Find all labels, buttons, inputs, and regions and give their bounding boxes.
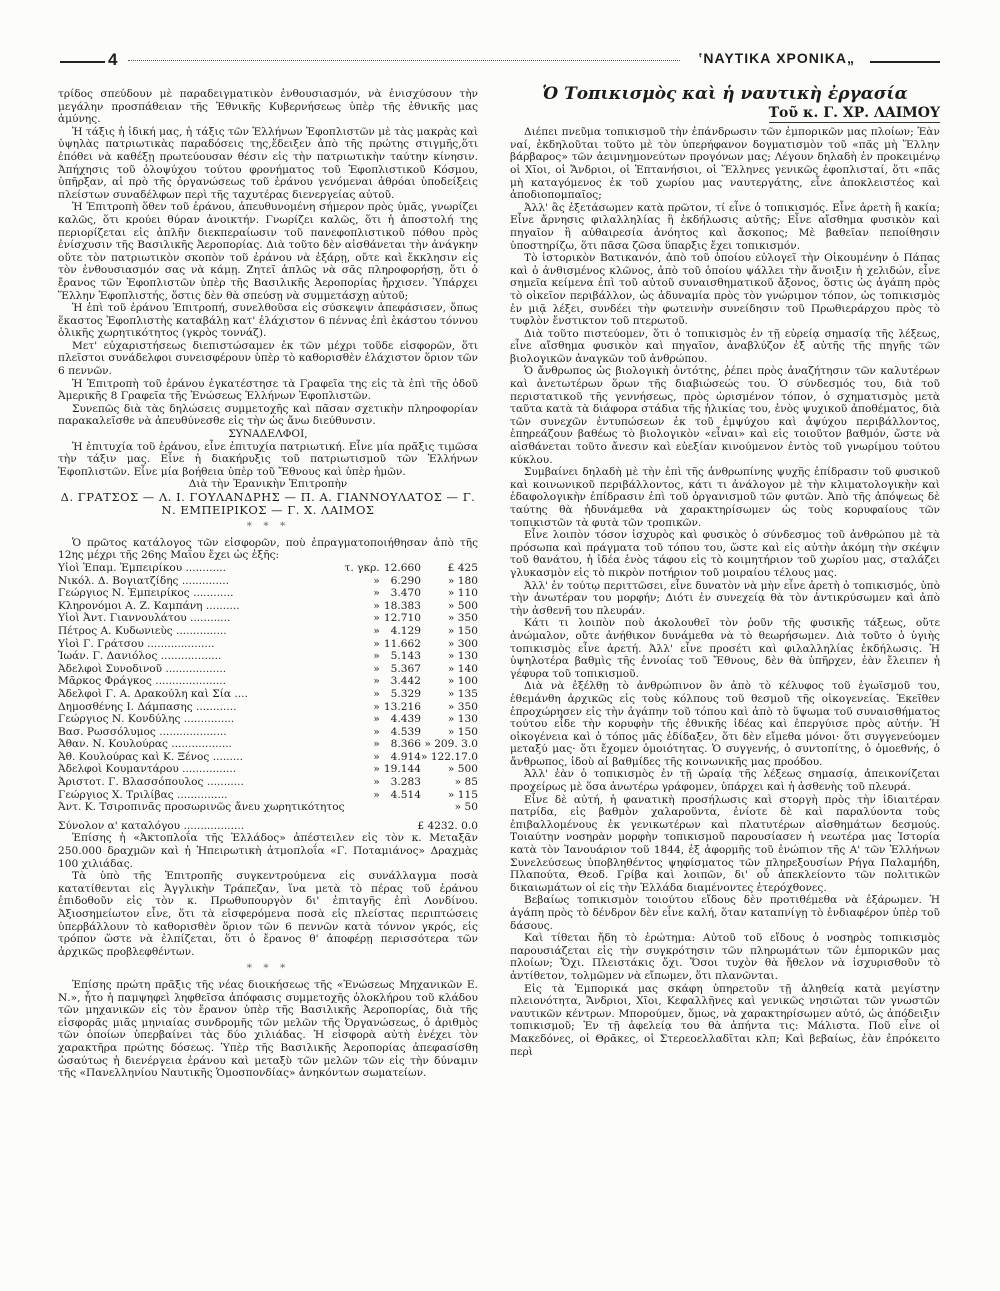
right-paragraph: Ἀλλ' ἐν τούτῳ περιττῶσει, εἶνε δυνατὸν νὰ μὴν εἶνε ἀρετὴ ὁ τοπικισμός, ὑπὸ τὴν ἀνωτέραν του μορφήν; Διότι ἐν συνεχείᾳ θὰ τὸν ἀντικρύσωμεν καὶ ἀπὸ τὴν ἀσθενῆ του πλευράν. (510, 579, 940, 617)
donor-prefix: » (373, 776, 380, 789)
header-rule-right (870, 61, 940, 63)
donor-row (58, 789, 478, 802)
left-paragraph: Συνεπῶς διὰ τὰς δηλώσεις συμμετοχῆς καὶ πᾶσαν σχετικὴν πληροφορίαν παρακαλεῖσθε νὰ ἀπευθύνεσθε εἰς τὴν ὡς ἄνω διεύθυνσιν. (58, 402, 478, 428)
right-paragraph: Διὰ νὰ ἐξέλθῃ τὸ ἀνθρώπινον ὂν ἀπὸ τὸ κέλυφος τοῦ ἐγωϊσμοῦ του, ἐθεμάνθη ἀρχικῶς εἰς τοὺς κόλπους τοῦ θεσμοῦ τῆς οἰκογενείας. Ἐκεῖθεν ἐπροχώρησεν εἰς τὴν ἀγάπην τοῦ τόπου καὶ ἀπὸ τὸ ὕψωμα τοῦ συναισθήματος τούτου εἶδε τὴν κορυφὴν τῆς ἐθνικῆς ἰδέας καὶ ἐπεργύισε πρὸς αὐτήν. Ἡ οἰκογένεια καὶ ὁ τόπος μᾶς ἐδίδαξεν, ὅτι δὲν εἴμεθα μόνοι· ὅτι συγγενεύομεν μεταξύ μας· ὅτι ἔχομεν ὁμοιότητας. Ὁ συγγενής, ὁ συντοπίτης, ὁ ὁμοεθνής, ὁ ἄνθρωπος, ἰδοὺ αἱ βαθμίδες τῆς κοινωνικῆς μας προόδου. (510, 680, 940, 768)
donor-name: Ἀριστοτ. Γ. Βλασσόπουλος ........... (58, 776, 244, 789)
donor-pounds: » 350 (447, 700, 478, 713)
donor-row (58, 688, 478, 701)
donor-row (58, 776, 478, 789)
donor-tonnage: 8.366 (390, 738, 421, 751)
total-label: Σύνολον α' καταλόγου .................. (58, 819, 245, 832)
left-paragraph: Ἡ τάξις ἡ ἰδική μας, ἡ τάξις τῶν Ἑλλήνων Ἐφοπλιστῶν μὲ τὰς μακρὰς καὶ ὑψηλὰς πατριωτικὰς παραδόσεις της,ἔδειξεν ἀπὸ τῆς πρώτης στιγμῆς,ὅτι ἐπόθει νὰ καθέξῃ πρωτεύουσαν θέσιν εἰς τὴν πατριωτικὴν ταύτην κίνησιν. Ἀπήχησις τοῦ ὁλοψύχου τούτου φρονήματος τοῦ Ἐφοπλιστικοῦ Κόσμου, ὑπῆρξαν, αἱ πρὸ τῆς ὀργανώσεως τοῦ ἐράνου γενόμεναι ἀθρόαι ὑποδείξεις πλείστων συναδέλφων περὶ τῆς ταχυτέρας διενεργείας αὐτοῦ. (58, 125, 478, 201)
donor-prefix: » (373, 624, 380, 637)
donor-name: Υἱοὶ Ἀντ. Γιαννουλάτου ............ (58, 612, 231, 625)
donor-prefix: » (373, 750, 380, 763)
donor-prefix: » (373, 738, 380, 751)
donor-pounds: » 350 (447, 612, 478, 625)
donor-row (58, 587, 478, 600)
donor-prefix: » (373, 725, 380, 738)
donor-row (58, 600, 478, 613)
donor-prefix: » (373, 662, 380, 675)
donor-prefix: » (373, 637, 380, 650)
donor-prefix: » (373, 687, 380, 700)
donor-tonnage: 4.514 (390, 788, 421, 801)
donor-tonnage: 5.143 (390, 650, 421, 663)
article-title: Ὁ Τοπικισμὸς καὶ ἡ ναυτικὴ ἐργασία (542, 84, 908, 104)
donor-tonnage: 18.383 (383, 599, 421, 612)
donor-tonnage: 5.329 (390, 687, 421, 700)
donor-pounds: » 150 (447, 725, 478, 738)
donor-prefix: » (373, 574, 380, 587)
donor-prefix: » (373, 763, 380, 776)
right-paragraph: Ἀλλ' ἂς ἐξετάσωμεν κατὰ πρῶτον, τί εἶνε ὁ τοπικισμός. Εἶνε ἀρετὴ ἢ κακία; Εἶνε ἄρνησις φιλαλληλίας ἢ ἐκδήλωσις αὐτῆς; Εἶνε αἴσθημα φυσικὸν καὶ πηγαῖον ἢ αὐθαιρεσία ἀνόητος καὶ ἄσκοπος; Μὲ βαθεῖαν πεποίθησιν ὑποστηρίζω, ὅτι πᾶσα ζῶσα ὕπαρξις ἔχει τοπικισμόν. (510, 201, 940, 252)
donor-prefix: » (373, 713, 380, 726)
left-paragraph: Μετ' εὐχαριστήσεως διεπιστώσαμεν ἐκ τῶν μέχρι τοῦδε εἰσφορῶν, ὅτι πλεῖστοι συνάδελφοι συνεισφέρουν ὑπὲρ τὸ καθορισθὲν ἐλάχιστον ὅριον τῶν 6 πεννῶν. (58, 339, 478, 378)
donor-pounds: £ 425 (447, 561, 478, 574)
right-paragraph: Τὸ ἱστορικὸν Βατικανόν, ἀπὸ τοῦ ὁποίου εὐλογεῖ τὴν Οἰκουμένην ὁ Πάπας καὶ ὁ ἀνθισμένος κλῶνος, ἀπὸ τοῦ ὁποίου ψάλλει τὴν ἄνοιξιν ἡ χελιδών, εἶνε σημεῖα κείμενα ἐπὶ τοῦ αὐτοῦ συναισθηματικοῦ ἄξονος, ὅστις ὡς ἀγάπη πρὸς τὸ οἰκεῖον περιβάλλον, ὡς ἀδυναμία πρὸς τὸν γνώριμον τόπον, ὡς τοπικισμὸς ἐν μιᾷ λέξει, συνδέει τὴν φωτεινὴν συνείδησιν τοῦ Πρωθιεράρχου πρὸς τὸ τυφλὸν ἔνστικτον τοῦ πτερωτοῦ. (510, 252, 940, 328)
donor-name: Πέτρος Α. Κυδωνιεὺς ............... (58, 624, 227, 637)
left-column (58, 88, 478, 1080)
donor-row (58, 701, 478, 714)
donor-tonnage: 13.216 (383, 700, 421, 713)
donor-name: Μᾶρκος Φράγκος ..................... (58, 675, 226, 688)
donor-tonnage: 12.710 (383, 612, 421, 625)
donor-name: Υἱοὶ Ἐπαμ. Ἐμπειρίκου ............ (58, 561, 226, 574)
donor-pounds: » 130 (447, 650, 478, 663)
donor-row (58, 801, 478, 814)
donor-row (58, 675, 478, 688)
donor-tonnage: 3.470 (390, 587, 421, 600)
left-paragraph: Ἡ ἐπιτυχία τοῦ ἐράνου, εἶνε ἐπιτυχία πατριωτική. Εἶνε μία πρᾶξις τιμῶσα τὴν τάξιν μας. Εἶνε ἡ διακήρυξις τοῦ πατριωτισμοῦ τῶν Ἑλλήνων Ἐφοπλιστῶν. Εἶνε μία βοήθεια ὑπὲρ τοῦ Ἔθνους καὶ ὑπὲρ ἡμῶν. (58, 440, 478, 478)
left-paragraph: Ἡ Ἐπιτροπὴ ὅθεν τοῦ ἐράνου, ἀπευθυνομένη σήμερον πρὸς ὑμᾶς, γνωρίζει καλῶς, ὅτι κρούει θύραν ἀνοικτήν. Γνωρίζει καλῶς, ὅτι ἡ ἀποστολή της περιορίζεται εἰς ἁπλῆν διεκπεραίωσιν τοῦ πανεφοπλιστικοῦ πόθου πρὸς ἐνίσχυσιν τῆς Βασιλικῆς Ἀεροπορίας. Διὰ τοῦτο δὲν αἰσθάνεται τὴν ἀνάγκην οὔτε τὸν πατριωτικὸν σκοπὸν τοῦ ἐράνου νὰ ἐξάρῃ, οὔτε καὶ ἔκκλησιν εἰς τὸν ἐνθουσιασμόν σας νὰ κάμῃ. Ζητεῖ ἁπλῶς νὰ σᾶς πληροφορήσῃ, ὅτι ὁ ἔρανος τῶν Ἐφοπλιστῶν ὑπὲρ τῆς Βασιλικῆς Ἀεροπορίας ἤρχισεν. Ὑπάρχει Ἕλλην Ἐφοπλιστής, ὅστις δὲν θὰ σπεύσῃ νὰ συμμετάσχῃ αὐτοῦ; (58, 201, 478, 302)
donor-tonnage: 4.129 (390, 624, 421, 637)
total-value: £ 4232. 0.0 (417, 819, 478, 832)
donor-pounds: » 100 (447, 675, 478, 688)
donor-tonnage: 3.442 (390, 675, 421, 688)
donor-table-body (58, 562, 478, 814)
right-paragraph: Εἰς τὰ Ἐμπορικά μας σκάφη ὑπηρετοῦν τῇ ἀληθείᾳ κατὰ μεγίστην πλειονότητα, Ἄνδριοι, Χῖοι, Κεφαλλῆνες καὶ γενικῶς νησιῶται τῶν γνωστῶν ναυτικῶν κέντρων. Μπορούμεν, ὅμως, νὰ χαρακτηρίσωμεν αὐτό, ὡς ἀπόδειξιν τοπικισμοῦ; Ἐν τῇ ἀφελείᾳ του θὰ ἀπήντα τις: Μάλιστα. Ποῦ εἶνε οἱ Μακεδόνες, οἱ Θρᾶκες, οἱ Στερεοελλαδῖται κλπ; Καὶ βεβαίως, ἐὰν ἐπρόκειτο περὶ (510, 982, 940, 1058)
right-paragraph: Διέπει πνεῦμα τοπικισμοῦ τὴν ἐπάνδρωσιν τῶν ἐμπορικῶν μας πλοίων; Ἐὰν ναί, ἐκδηλοῦται τοῦτο μὲ τὸν ὑπερήφανον δογματισμὸν τοῦ «πᾶς μὴ Ἕλλην βάρβαρος» τῶν ἀειμνημονεύτων προγόνων μας; Λέγουν δηλαδὴ ἐν προκειμένῳ οἱ Χῖοι, οἱ Ἄνδριοι, οἱ Ἑπτανήσιοι, οἱ Ἕλληνες γενικῶς ἐφοπλισταί, ὅτι «πᾶς μὴ καταγόμενος ἐκ τοῦ χωρίου μας ναυτεργάτης, εἶνε ἀποκλειστέος καὶ ἀποδιοπομπαῖος; (510, 126, 940, 202)
article-author: Τοῦ κ. Γ. ΧΡ. ΛΑΙΜΟΥ (768, 104, 940, 121)
donor-name: Δημοσθένης Ι. Δάμπασης ............ (58, 700, 237, 713)
left-paragraph: Ἐπίσης ἡ «Ἀκτοπλοΐα τῆς Ἑλλάδος» ἀπέστειλεν εἰς τὸν κ. Μεταξᾶν 250.000 δραχμῶν καὶ ἡ Ἠπειρωτικὴ ἀτμοπλοΐα «Γ. Ποταμιάνος» Δραχμὰς 100 χιλιάδας. (58, 832, 478, 870)
left-paragraph: Ἡ ἐπὶ τοῦ ἐράνου Ἐπιτροπή, συνελθοῦσα εἰς σύσκεψιν ἀπεφάσισεν, ὅπως ἕκαστος Ἐφοπλιστὴς καταβάλῃ κατ' ἐλάχιστον 6 πέννας ἐπὶ ἑκάστου τόννου ὁλικῆς χωρητικότητος (γκρὸς τοννάζ). (58, 302, 478, 340)
donor-pounds: » 180 (447, 574, 478, 587)
donor-prefix: » (373, 788, 380, 801)
page-number: 4 (108, 50, 118, 69)
donor-name: Βασ. Ρωσσόλυμος .................... (58, 725, 227, 738)
donor-pounds: » 85 (454, 776, 478, 789)
donor-row (58, 663, 478, 676)
donor-row (58, 726, 478, 739)
page-header (60, 50, 940, 72)
donor-pounds: » 110 (447, 587, 478, 600)
right-paragraph: Εἶνε δὲ αὐτή, ἡ φανατικὴ προσήλωσις καὶ στοργὴ πρὸς τὴν ἰδιαιτέραν πατρίδα, εἰς βαθμὸν χαλαροῦντα, ἐνίοτε δὲ καὶ παραλύοντα τοὺς ἐπιβαλλομένους ἐκ γενικωτέρων καὶ πλατυτέρων αἰσθημάτων δεσμούς. Τοιαύτην νοσηρὰν μορφὴν τοπικισμοῦ παρουσίασεν ἡ νεωτέρα μας Ἱστορία κατὰ τὸν Ἰανουάριον τοῦ 1844, ἐξ ἀφορμῆς τοῦ ἐνώπιον τῆς Α' τῶν Ἑλλήνων Συνελεύσεως ὑποβληθέντος ψηφίσματος τῶν πληρεξουσίων Ρήγα Παλαμήδη, Πλαπούτα, Θεοδ. Γρίβα καὶ λοιπῶν, δι' οὗ ἀπεκλείοντο τῶν πολιτικῶν δικαιωμάτων οἱ εἰς τὴν Ἑλλάδα διαμένοντες ἑτερόχθονες. (510, 793, 940, 894)
donor-name: Γεώργιος Χ. Τριλίβας ............... (58, 788, 228, 801)
donor-tonnage: 4.439 (390, 713, 421, 726)
donor-tonnage: 11.662 (383, 637, 421, 650)
donor-name: Νικόλ. Δ. Βογιατζίδης .............. (58, 574, 229, 587)
donor-pounds: » 50 (454, 801, 478, 814)
left-paragraph: Ἡ Ἐπιτροπὴ τοῦ ἐράνου ἐγκατέστησε τὰ Γραφεῖα της εἰς τὰ ἐπὶ τῆς ὁδοῦ Ἀμερικῆς 8 Γραφεῖα τῆς Ἑνώσεως Ἑλλήνων Ἐφοπλιστῶν. (58, 377, 478, 403)
donor-row (58, 738, 478, 751)
total-line (58, 820, 478, 833)
section-stars: * * * (246, 962, 290, 975)
list-intro: Ὁ πρῶτος κατάλογος τῶν εἰσφορῶν, ποὺ ἐπραγματοποιήθησαν ἀπὸ τῆς 12ης μέχρι τῆς 26ης Μαΐου ἔχει ὡς ἑξῆς: (58, 536, 478, 562)
donor-pounds: » 150 (447, 624, 478, 637)
donor-pounds: » 500 (447, 763, 478, 776)
donor-name: Ἀθ. Κουλούρας καὶ Κ. Ξένος ......... (58, 750, 244, 763)
donor-pounds: » 122.17.0 (420, 750, 478, 763)
right-column (510, 84, 940, 1058)
donor-pounds: » 135 (447, 687, 478, 700)
donor-prefix: » (373, 650, 380, 663)
right-paragraph: Ὁ ἄνθρωπος ὡς βιολογικὴ ὀντότης, ῥέπει πρὸς ἀναζήτησιν τῶν καλυτέρων καὶ ἀνετωτέρων ὅρων τῆς διαβιώσεώς του. Ὁ σύνδεσμός του, διὰ τοῦ περιστατικοῦ τῆς γεννήσεως, πρὸς ὡρισμένον τόπον, ὁ σχηματισμὸς μετὰ ταῦτα κατὰ τὰ διάφορα στάδια τῆς ἡλικίας του, ἑνὸς ψυχικοῦ ἀποθέματος, διὰ τῶν συνεχῶν ἐντυπώσεων ἐκ τοῦ ἐμψύχου καὶ ἀψύχου περιβάλλοντος, ἐπηρεάζουν βαθέως τὸ βιολογικὸν «εἶναι» καὶ εἰς τοιοῦτον βαθμόν, ὥστε νὰ αἰσθάνεται τοῦτο ἄνεσιν καὶ εὐεξίαν κινούμενον ἐντὸς τοῦ γνωρίμου τούτου κύκλου. (510, 365, 940, 466)
donor-tonnage: 6.290 (390, 574, 421, 587)
signatures: Δ. ΓΡΑΤΣΟΣ — Λ. Ι. ΓΟΥΛΑΝΔΡΗΣ — Π. Α. ΓΙΑΝΝΟΥΛΑΤΟΣ — Γ. Ν. ΕΜΠΕΙΡΙΚΟΣ — Γ. Χ. ΛΑΙΜΟΣ (60, 490, 476, 517)
donor-pounds: » 209. 3.0 (424, 738, 478, 751)
committee-line: Διὰ τὴν Ἐρανικὴν Ἐπιτροπὴν (188, 478, 348, 491)
donor-row (58, 751, 478, 764)
donor-row (58, 562, 478, 575)
donor-name: Ἀδελφοὶ Κουμαντάρου ................ (58, 763, 237, 776)
donor-pounds: » 140 (447, 662, 478, 675)
donor-prefix: » (373, 675, 380, 688)
donor-prefix: » (373, 599, 380, 612)
donor-row (58, 575, 478, 588)
donor-table (58, 562, 478, 814)
masthead-title: ʽΝΑΥΤΙΚΑ ΧΡΟΝΙΚΑ„ (698, 50, 855, 66)
right-paragraph: Βεβαίως τοπικισμὸν τοιούτου εἴδους δὲν προτιθέμεθα νὰ ἐξάρωμεν. Ἡ ἀγάπη πρὸς τὸ δένδρον δὲν εἶνε καλή, ὅταν καταπνίγῃ τὸ ἐνδιαφέρον ὑπὲρ τοῦ δάσους. (510, 894, 940, 932)
donor-row (58, 713, 478, 726)
donor-tonnage: 4.914 (390, 750, 421, 763)
donor-name: Γεώργιος Ν. Ἐμπειρίκος ............ (58, 587, 234, 600)
right-paragraph: Συμβαίνει δηλαδὴ μὲ τὴν ἐπὶ τῆς ἀνθρωπίνης ψυχῆς ἐπίδρασιν τοῦ φυσικοῦ καὶ κοινωνικοῦ περιβάλλοντος, κάτι τι ἀνάλογον μὲ τὴν κλιματολογικὴν καὶ ἐδαφολογικὴν ἐπίδρασιν ἐπὶ τοῦ ὀργανισμοῦ τῶν φυτῶν. Ἀπὸ τῆς ἀπόψεως δὲ ταύτης θὰ ἠδυνάμεθα νὰ χαρακτηρίσωμεν ὡς τοὺς κορυφαίους τῶν τοπικιστῶν τὰ φυτὰ τῶν τροπικῶν. (510, 466, 940, 529)
donor-tonnage (380, 801, 421, 814)
donor-name: Ἀθαν. Ν. Κουλούρας .................. (58, 738, 232, 751)
donor-pounds: » 115 (447, 788, 478, 801)
left-paragraph: τρίδος σπεύδουν μὲ παραδειγματικὸν ἐνθουσιασμόν, νὰ ἐνισχύσουν τὴν μεγάλην προσπάθειαν τῆς Ἐθνικῆς Κυβερνήσεως ὑπὲρ τῆς ἐθνικῆς μας ἀμύνης. (58, 88, 478, 126)
donor-tonnage: 12.660 (383, 561, 421, 574)
donor-pounds: » 130 (447, 713, 478, 726)
donor-name: Υἱοὶ Γ. Γράτσου .................... (58, 637, 215, 650)
donor-name: Ἀδελφοὶ Γ. Α. Δρακούλη καὶ Σία .... (58, 687, 248, 700)
right-paragraph: Ἀλλ' ἐὰν ὁ τοπικισμὸς ἐν τῇ ὡραίᾳ τῆς λέξεως σημασίᾳ, ἀπεικονίζεται προχείρως μὲ ὅσα ἀνωτέρω γράφομεν, ὑπάρχει καὶ ἡ ἀσθενὴς τοῦ πλευρά. (510, 768, 940, 794)
header-rule-left (60, 61, 105, 63)
donor-name: Ἀντ. Κ. Τσιροπινᾶς προσωρινῶς ἄνευ χωρητικότητος (58, 801, 345, 814)
salutation: ΣΥΝΑΔΕΛΦΟΙ, (228, 428, 308, 441)
donor-name: Γεώργιος Ν. Κονδύλης ............... (58, 713, 235, 726)
donor-row (58, 625, 478, 638)
donor-name: Ἀδελφοὶ Συνοδινοῦ .................. (58, 662, 227, 675)
donor-row (58, 763, 478, 776)
section-stars: * * * (246, 520, 290, 533)
donor-tonnage: 5.367 (390, 662, 421, 675)
donor-prefix: » (373, 700, 380, 713)
donor-pounds: » 300 (447, 637, 478, 650)
left-paragraph: Ἐπίσης πρώτη πρᾶξις τῆς νέας διοικήσεως τῆς «Ἑνώσεως Μηχανικῶν Ε. Ν.», ἦτο ἡ παμψηφεὶ ληφθεῖσα ἀπόφασις συμμετοχῆς ὁλοκλήρου τοῦ κλάδου τῶν μηχανικῶν εἰς τὸν ἔρανον ὑπὲρ τῆς Βασιλικῆς Ἀεροπορίας, διὰ τῆς εἰσφορᾶς μιᾶς μηνιαίας συνδρομῆς τῶν μελῶν τῆς Ὀργανώσεως, ὁ ἀριθμὸς τῶν ὁποίων ὑπερβαίνει τὰς δύο χιλιάδας. Ἡ εἰσφορὰ αὐτὴ ἐνέχει τὸν χαρακτῆρα πρώτης δόσεως. Ὑπὲρ τῆς Βασιλικῆς Ἀεροπορίας ἀπεφασίσθη ὡσαύτως ἡ διενέργεια ἐράνου καὶ μεταξὺ τῶν μελῶν τῶν εἰς τὴν δύναμιν τῆς «Πανελληνίου Ναυτικῆς Ὁμοσπονδίας» ἀνηκόντων σωματείων. (58, 978, 478, 1080)
right-paragraph: Διὰ τοῦτο πιστεύομεν, ὅτι ὁ τοπικισμὸς ἐν τῇ εὐρείᾳ σημασίᾳ τῆς λέξεως, εἶνε αἴσθημα φυσικὸν καὶ πηγαῖον, ἀναβλύζον ἐξ αὐτῆς τῆς πηγῆς τῶν βιολογικῶν ἀναγκῶν τοῦ ἀνθρώπου. (510, 327, 940, 365)
donor-row (58, 612, 478, 625)
donor-tonnage: 3.283 (390, 776, 421, 789)
author-line (510, 104, 940, 121)
donor-name: Ἰωάν. Γ. Δανιόλος .................. (58, 650, 222, 663)
right-paragraph: Κάτι τι λοιπὸν ποὺ ἀκολουθεῖ τὸν ῥοῦν τῆς φυσικῆς τάξεως, οὔτε ἀνώμαλον, οὔτε ἀνήθικον δυνάμεθα νὰ τὸ θεωρήσωμεν. Διὰ τοῦτο ὁ ὑγιὴς τοπικισμὸς εἶνε ἀρετή. Ἀλλ' εἶνε προσέτι καὶ φιλαλληλίας ἐκδήλωσις. Ἡ ὑψηλοτέρα βαθμὶς τῆς ἐννοίας τοῦ Ἔθνους, δὲν θὰ ὑπῆρχεν, ἐὰν ἔλειπεν ἡ γέφυρα τοῦ τοπικισμοῦ. (510, 617, 940, 680)
donor-tonnage: 4.539 (390, 725, 421, 738)
donor-prefix (345, 801, 380, 814)
donor-name: Κληρονόμοι Α. Ζ. Καμπάνη .......... (58, 599, 240, 612)
donor-prefix: τ. γκρ. (344, 561, 380, 574)
donor-prefix: » (373, 612, 380, 625)
donor-pounds: » 500 (447, 599, 478, 612)
right-paragraph: Καὶ τίθεται ἤδη τὸ ἐρώτημα: Αὐτοῦ τοῦ εἴδους ὁ νοσηρὸς τοπικισμὸς παρουσιάζεται εἰς τὴν συγκρότησιν τῶν πληρωμάτων τῶν ἐμπορικῶν μας πλοίων; Ὄχι. Πλειστάκις ὄχι. Ὅσοι τυχὸν θὰ ἤθελον νὰ ἰσχυρισθοῦν τὸ ἀντίθετον, τολμῶμεν νὰ εἴπωμεν, ὅτι πλανῶνται. (510, 932, 940, 982)
header-rule-dotted (128, 60, 680, 61)
donor-row (58, 638, 478, 651)
donor-tonnage: 19.144 (383, 763, 421, 776)
left-paragraph: Τὰ ὑπὸ τῆς Ἐπιτροπῆς συγκεντρούμενα εἰς συνάλλαγμα ποσὰ κατατίθενται εἰς Ἀγγλικὴν Τράπεζαν, ἵνα μετὰ τὸ πέρας τοῦ ἐράνου ἐπιδοθοῦν εἰς τὸν κ. Πρωθυπουργὸν δι' ἐπιταγῆς ἐπὶ Λονδίνου. Ἀξιοσημείωτον εἶνε, ὅτι τὰ εἰσφερόμενα ποσὰ εἰς πλείστας περιπτώσεις ὑπερβάλλουν τὸ καθορισθὲν ὅριον τῶν 6 πεννῶν κατὰ τόννον γκρός, εἰς τρόπον ὥστε νὰ ἐλπίζεται, ὅτι ὁ ἔρανος θ' ἀποφέρῃ περισσότερα τῶν ἀρχικῶς προβλεφθέντων. (58, 870, 478, 958)
donor-prefix: » (373, 587, 380, 600)
donor-row (58, 650, 478, 663)
right-paragraph: Εἶνε λοιπὸν τόσον ἰσχυρὸς καὶ φυσικὸς ὁ σύνδεσμος τοῦ ἀνθρώπου μὲ τὰ πρόσωπα καὶ πράγματα τοῦ τόπου του, ὥστε καὶ εἰς αὐτὴν ἀκόμη τὴν σκέψιν τοῦ θανάτου, ἡ ἰδέα ἑνὸς τάφου εἰς τὸ κοιμητήριον τοῦ χωρίου μας, σταλάζει γλυκασμὸν εἰς τὸ πικρὸν ποτήριον τοῦ μοιραίου τέλους μας. (510, 529, 940, 579)
